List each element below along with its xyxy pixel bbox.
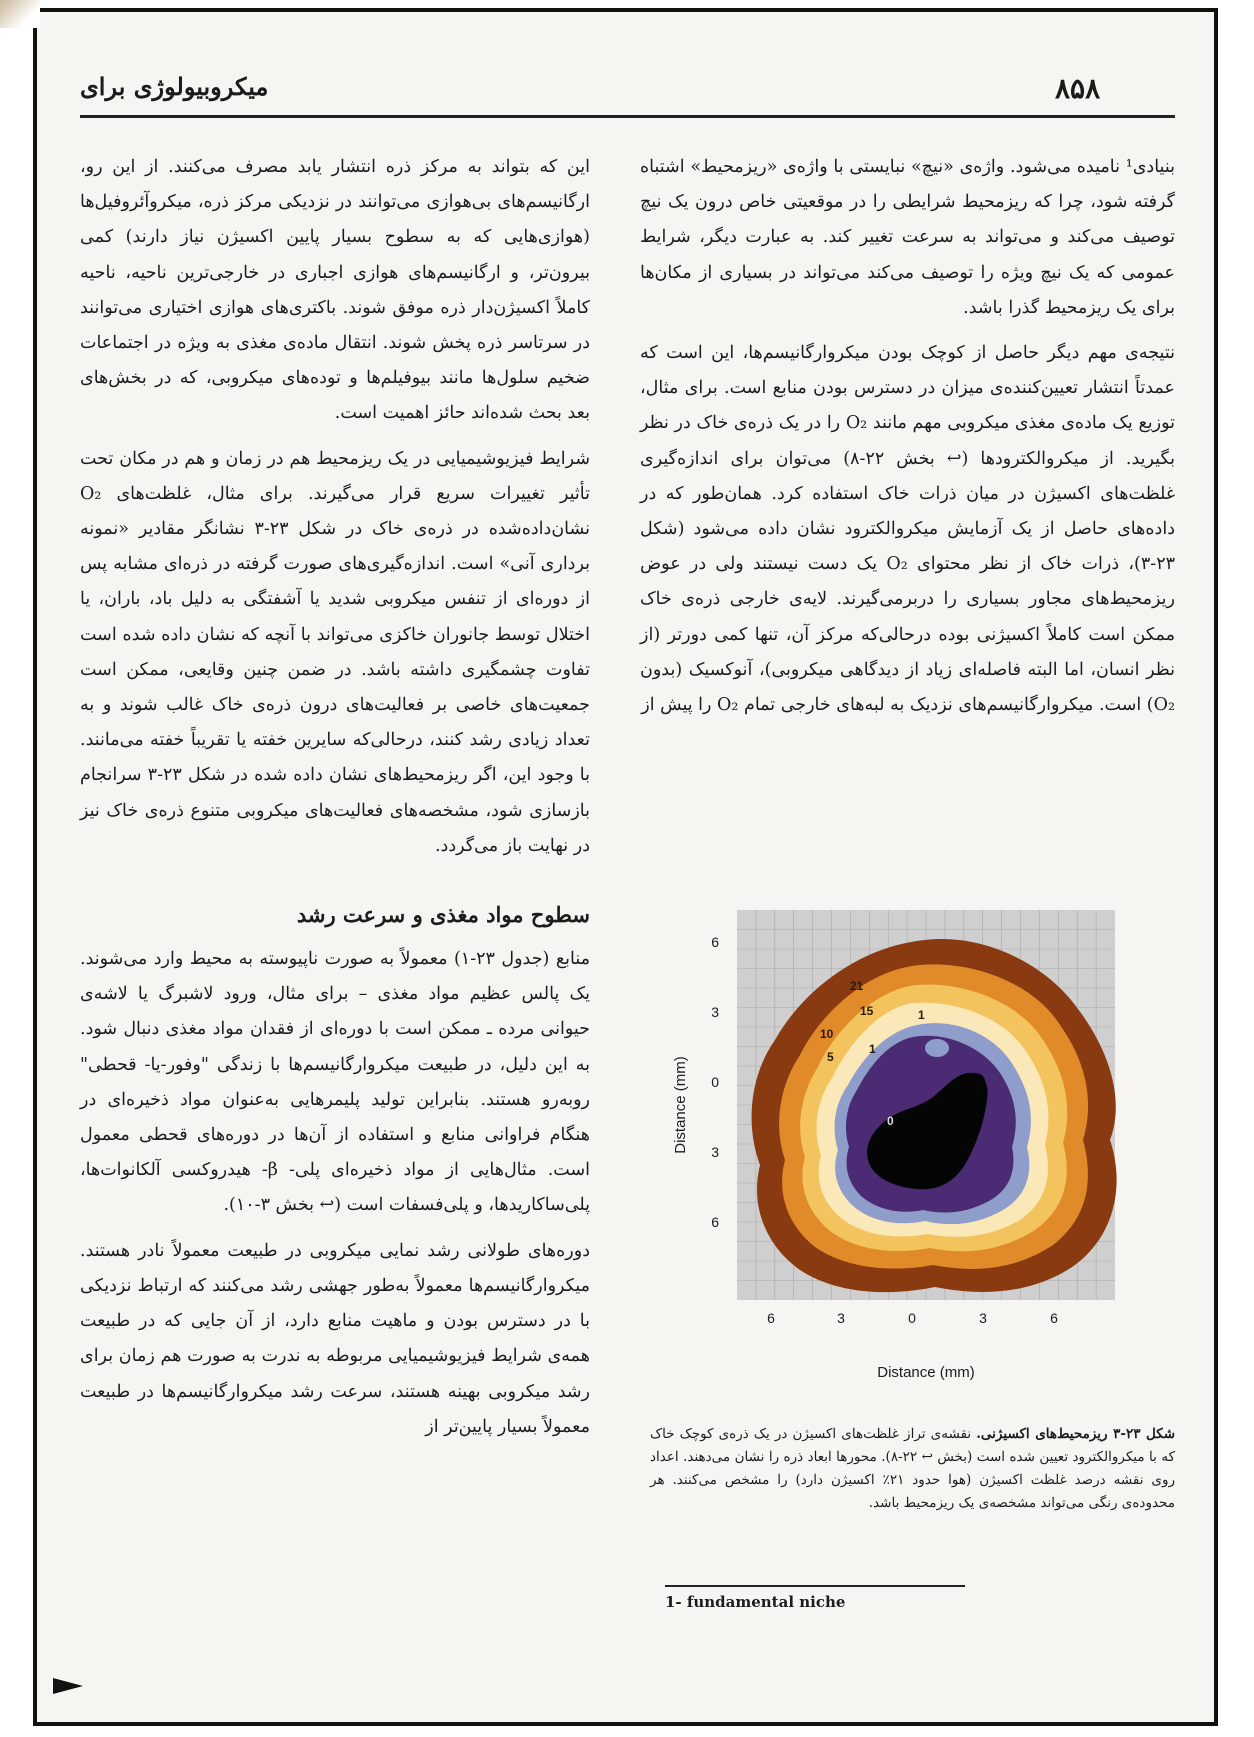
- x-tick-label: 0: [908, 1310, 916, 1326]
- x-tick-label: 3: [979, 1310, 987, 1326]
- left-paragraph-3: منابع (جدول ۲۳-۱) معمولاً به صورت ناپیوسته به محیط وارد می‌شوند. یک پالس عظیم مواد مغذی – برای مثال، ورود لاشبرگ یا لاشه‌ی حیوانی مرده ـ ممکن است با دوره‌ای از فقدان مواد مغذی دنبال شود. به این دلیل، در طبیعت میکروارگانیسم‌ها با زندگی "وفور-یا- قحطی" روبه‌رو هستند. بنابراین تولید پلیمرهایی به‌عنوان مواد ذخیره‌ای در هنگام فراوانی منابع و استفاده از آن‌ها در دوره‌های قحطی معمول است. مثال‌هایی از مواد ذخیره‌ای پلی- β- هیدروکسی آلکانوات‌ها، پلی‌ساکاریدها، و پلی‌فسفات است (↩ بخش ۳-۱۰).: [80, 949, 590, 1216]
- left-paragraph-2: شرایط فیزیوشیمیایی در یک ریزمحیط هم در زمان و هم در مکان تحت تأثیر تغییرات سریع قرار می‌گیرند. برای مثال، غلظت‌های O₂ نشان‌داده‌شده در ذره‌ی خاک در شکل ۲۳-۳ نشانگر مقادیر «نمونه برداری آنی» است. اندازه‌گیری‌های صورت گرفته در ذره‌ای مشابه پس از دوره‌ای از تنفس میکروبی شدید یا آشفتگی به دلیل باد، باران، یا اختلال توسط جانوران خاکزی می‌تواند با آنچه که نشان داده شده است تفاوت چشمگیری داشته باشد. در ضمن چنین وقایعی، ممکن است جمعیت‌های خاصی بر فعالیت‌های درون ذره‌ی خاک غالب شوند و به تعداد زیادی رشد کنند، درحالی‌که سایرین خفته یا تقریباً خفته می‌مانند. با وجود این، اگر ریزمحیط‌های نشان داده شده در شکل ۲۳-۳ سرانجام بازسازی شود، مشخصه‌های فعالیت‌های میکروبی متنوع ذره‌ی خاک نیز در نهایت باز می‌گردد.: [80, 448, 591, 856]
- oxygen-contour-figure: [655, 885, 1175, 1405]
- contour-label-10: 10: [820, 1027, 834, 1041]
- y-tick-label: 6: [711, 1214, 719, 1230]
- left-paragraph-4: دوره‌های طولانی رشد نمایی میکروبی در طبیعت معمولاً نادر هستند. میکروارگانیسم‌ها معمولاً به‌طور جهشی رشد می‌کنند که ارتباط نزدیکی با در دسترس بودن و ماهیت منابع دارد، از آن جایی که در طبیعت همه‌ی شرایط فیزیوشیمیایی مربوطه به ندرت به صورت هم زمان برای رشد میکروبی بهینه هستند، سرعت رشد میکروارگانیسم‌ها در طبیعت معمولاً بسیار پایین‌تر از: [80, 1240, 590, 1437]
- right-paragraph-2: نتیجه‌ی مهم دیگر حاصل از کوچک بودن میکروارگانیسم‌ها، این است که عمدتاً انتشار تعیین‌کننده‌ی میزان در دسترس بودن منابع است. برای مثال، توزیع یک ماده‌ی مغذی میکروبی مهم مانند O₂ را در یک ذره‌ی خاک در نظر بگیرید. از میکروالکترودها (↩ بخش ۲۲-۸) می‌توان برای اندازه‌گیری غلظت‌های اکسیژن در میان ذرات خاک استفاده کرد. همان‌طور که در داده‌های حاصل از یک آزمایش میکروالکترود نشان داده می‌شود (شکل ۲۳-۳)، ذرات خاک از نظر محتوای O₂ یک دست نیستند ولی در عوض ریزمحیط‌های مجاور بسیاری را دربرمی‌گیرند. لایه‌ی خارجی ذره‌ی خاک ممکن است کاملاً اکسیژنی بوده درحالی‌که مرکز آن، تنها کمی دورتر (از نظر انسان، اما البته فاصله‌ای زیاد از دیدگاهی میکروبی)، آنوکسیک (بدون O₂) است. میکروارگانیسم‌های نزدیک به لبه‌های خارجی تمام O₂ را پیش از: [640, 343, 1176, 716]
- x-tick-label: 6: [767, 1310, 775, 1326]
- caption-label: شکل ۲۳-۳ ریزمحیط‌های اکسیژنی.: [976, 1426, 1176, 1442]
- y-tick-label: 6: [711, 934, 719, 950]
- contour-label-15: 15: [860, 1004, 874, 1018]
- footnote-rule: [665, 1585, 965, 1587]
- x-tick-label: 3: [837, 1310, 845, 1326]
- x-tick-label: 6: [1050, 1310, 1058, 1326]
- y-tick-label: 3: [711, 1004, 719, 1020]
- right-column: [640, 150, 1175, 723]
- y-axis-ticks: [711, 934, 719, 1230]
- page-corner-shadow: [0, 0, 40, 28]
- footnote: 1- fundamental niche: [665, 1593, 846, 1611]
- y-tick-label: 3: [711, 1144, 719, 1160]
- y-tick-label: 0: [711, 1074, 719, 1090]
- page-number: ۸۵۸: [1055, 72, 1101, 105]
- contour-0-island: [965, 1073, 985, 1089]
- page-edge-mark: [53, 1678, 83, 1694]
- contour-map: [655, 885, 1175, 1405]
- contour-label-1-island: 1: [918, 1008, 925, 1022]
- x-axis-label: Distance (mm): [877, 1364, 975, 1381]
- running-title: میکروبیولوژی برای: [80, 72, 269, 101]
- contour-1-island: [925, 1039, 949, 1057]
- contour-label-1: 1: [869, 1042, 876, 1056]
- header-rule: [80, 115, 1175, 118]
- contour-label-0: 0: [887, 1114, 894, 1128]
- left-column: [80, 150, 590, 1445]
- right-paragraph-1: بنیادی¹ نامیده می‌شود. واژه‌ی «نیچ» نبایستی با واژه‌ی «ریزمحیط» اشتباه گرفته شود، چرا که ریزمحیط شرایطی را در موقعیتی خاص درون یک نیچ توصیف می‌کند و می‌تواند به سرعت تغییر کند. به عبارت دیگر، شرایط عمومی که یک نیچ ویژه را توصیف می‌کند می‌تواند در بسیاری از مکان‌ها برای یک ریزمحیط گذرا باشد.: [640, 157, 1175, 318]
- contour-label-5: 5: [827, 1050, 834, 1064]
- contour-label-21: 21: [850, 979, 864, 993]
- left-paragraph-1: این که بتواند به مرکز ذره انتشار یابد مصرف می‌کنند. از این رو، ارگانیسم‌های بی‌هوازی می‌توانند در نزدیکی مرکز ذره، میکروآئروفیل‌ها (هوازی‌هایی که به سطوح بسیار پایین اکسیژن نیاز دارند) کمی بیرون‌تر، و ارگانیسم‌های هوازی اجباری در خارجی‌ترین ناحیه، ناحیه کاملاً اکسیژن‌دار ذره موفق شوند. باکتری‌های هوازی اختیاری می‌توانند در سرتاسر ذره پخش شوند. انتقال ماده‌ی مغذی به ویژه در اجتماعات ضخیم سلول‌ها مانند بیوفیلم‌ها و توده‌های میکروبی، که در بخش‌های بعد بحث شده‌اند حائز اهمیت است.: [80, 157, 590, 424]
- section-heading: سطوح مواد مغذی و سرعت رشد: [296, 902, 590, 928]
- figure-caption: [650, 1423, 1175, 1515]
- caption-text: نقشه‌ی تراز غلظت‌های اکسیژن در یک ذره‌ی کوچک خاک که با میکروالکترود تعیین شده است (بخش ↩ ۲۲-۸). محورها ابعاد ذره را نشان می‌دهند. اعداد روی نقشه درصد غلظت اکسیژن (هوا حدود ۲۱٪ اکسیژن دارد) را مشخص می‌کنند. هر محدوده‌ی رنگی می‌تواند مشخصه‌ی یک ریزمحیط باشد.: [650, 1426, 1175, 1511]
- y-axis-label: Distance (mm): [672, 1056, 689, 1154]
- x-axis-ticks: [767, 1310, 1058, 1326]
